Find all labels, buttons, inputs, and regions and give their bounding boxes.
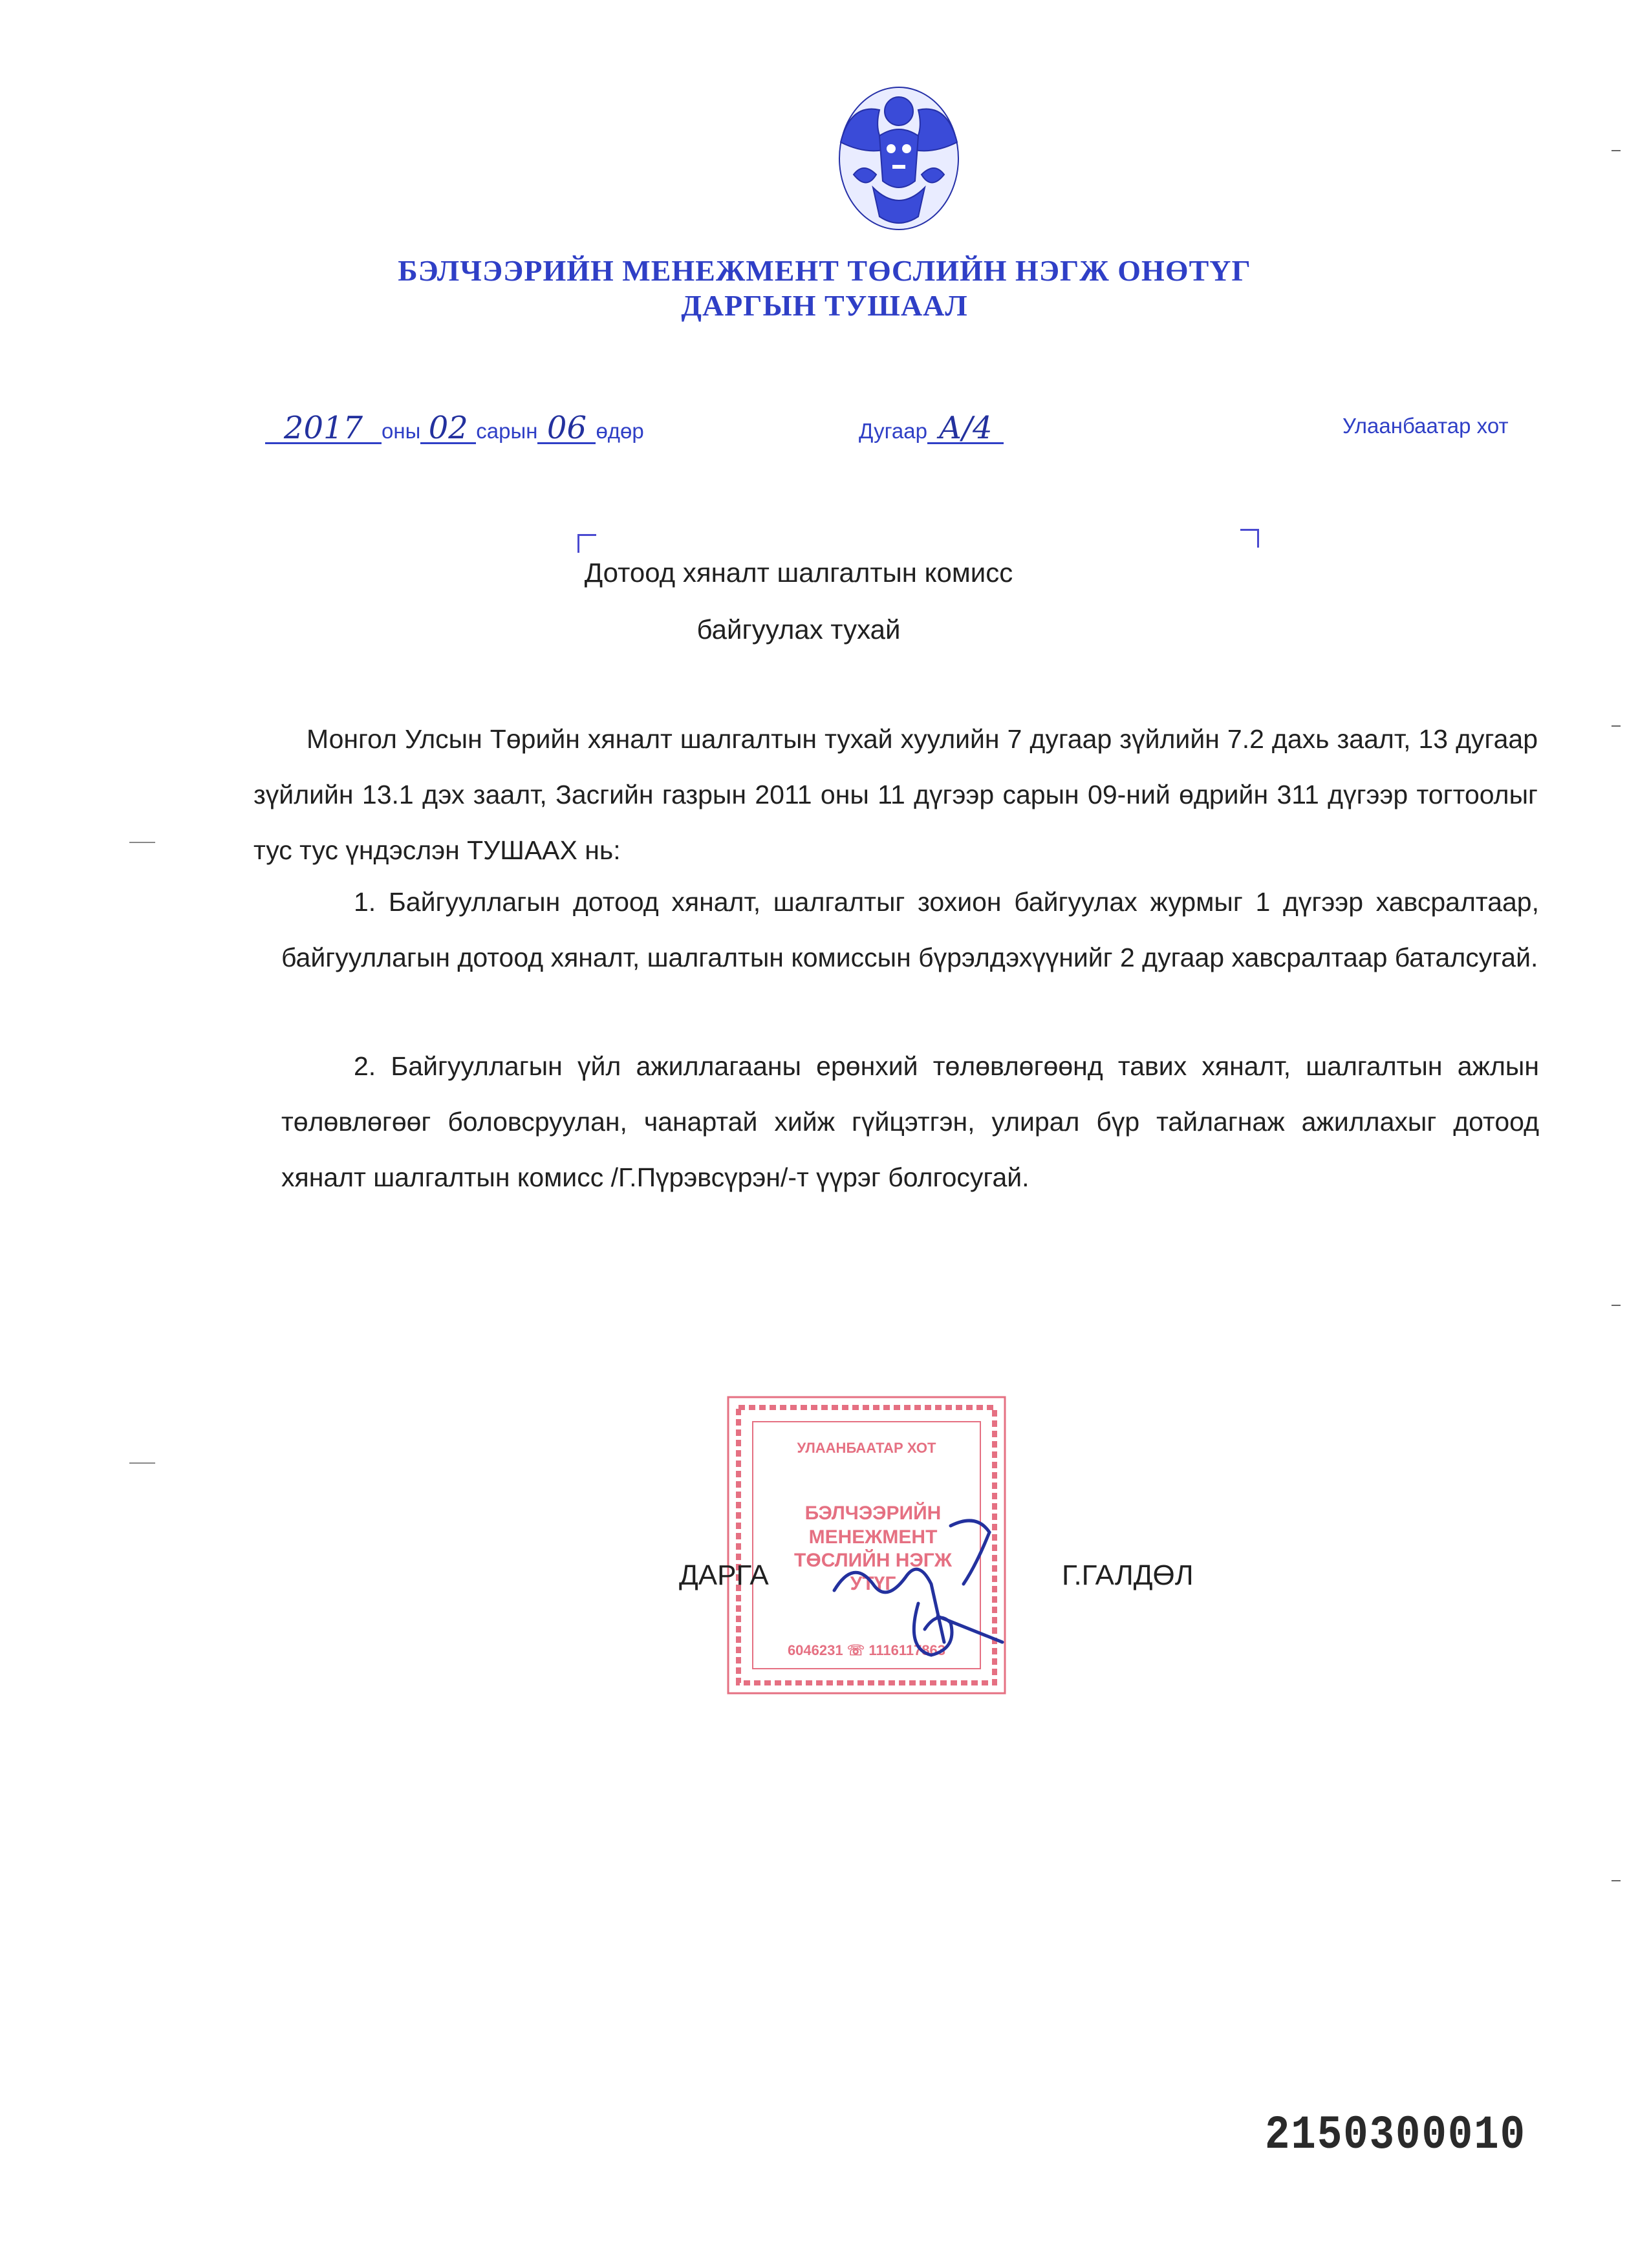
document-number: 2150300010	[1265, 2109, 1527, 2163]
date-month: 02	[420, 414, 476, 444]
margin-mark	[1611, 725, 1621, 727]
state-emblem-icon	[828, 78, 970, 239]
margin-mark	[1611, 150, 1621, 151]
city: Улаанбаатар хот	[1342, 414, 1509, 438]
date-year-suffix: оны	[382, 419, 421, 443]
margin-mark	[1611, 1880, 1621, 1881]
signatory-title: ДАРГА	[679, 1559, 769, 1591]
stamp-line-4: УТҮГ	[850, 1573, 896, 1594]
order-number: А/4	[927, 414, 1004, 444]
stamp-line-1: БЭЛЧЭЭРИЙН	[804, 1503, 942, 1524]
subject-line-1: Дотоод хяналт шалгалтын комисс	[584, 557, 1013, 588]
signatory-name: Г.ГАЛДӨЛ	[1062, 1559, 1194, 1591]
handwritten-signature	[757, 1487, 1028, 1681]
order-item-1: 1. Байгууллагын дотоод хяналт, шалгалтыг зохион байгуулах журмыг 1 дүгээр хавсралтаар, байгууллагын дотоод хяналт, шалгалтын комиссын бүрэлдэхүүнийг 2 дугаар хавсралтаар баталсугай.	[281, 887, 1539, 972]
date-month-suffix: сарын	[476, 419, 538, 443]
date-year: 2017	[265, 414, 382, 444]
subject-bracket-right	[1240, 529, 1259, 548]
order-item-2: 2. Байгууллагын үйл ажиллагааны ерөнхий төлөвлөгөөнд тавих хяналт, шалгалтын ажлын төлөвлөгөөг боловсруулан, чанартай хийж гүйцэтгэн, улирал бүр тайлагнаж ажиллахыг дотоод хяналт шалгалтын комисс /Г.Пүрэвсүрэн/-т үүрэг болгосугай.	[281, 1051, 1539, 1192]
margin-mark	[129, 1462, 155, 1464]
stamp-line-2: МЕНЕЖМЕНТ	[808, 1526, 938, 1548]
subject-line-2: байгуулах тухай	[696, 614, 901, 645]
stamp-top-text: УЛААНБААТАР ХОТ	[797, 1440, 936, 1456]
stamp-bottom-text: 6046231 ☏ 1116117863	[787, 1642, 946, 1658]
org-title: БЭЛЧЭЭРИЙН МЕНЕЖМЕНТ ТӨСЛИЙН НЭГЖ ОНӨТҮГ	[398, 254, 1251, 287]
date-day-suffix: өдөр	[596, 419, 644, 443]
date-line	[265, 410, 644, 446]
order-number-line	[859, 410, 1004, 446]
order-number-label: Дугаар	[859, 419, 927, 443]
margin-mark	[1611, 1305, 1621, 1306]
margin-mark	[129, 842, 155, 843]
document-type-title: ДАРГЫН ТУШААЛ	[681, 289, 968, 322]
subject-bracket-left	[577, 534, 596, 553]
preamble-paragraph: Монгол Улсын Төрийн хяналт шалгалтын тухай хуулийн 7 дугаар зүйлийн 7.2 дахь заалт, 13 дугаар зүйлийн 13.1 дэх заалт, Засгийн газрын 2011 оны 11 дүгээр сарын 09-ний өдрийн 311 дүгээр тогтоолыг тус тус үндэслэн ТУШААХ нь:	[253, 724, 1538, 865]
date-day: 06	[537, 414, 596, 444]
stamp-line-3: ТӨСЛИЙН НЭГЖ	[794, 1550, 952, 1571]
